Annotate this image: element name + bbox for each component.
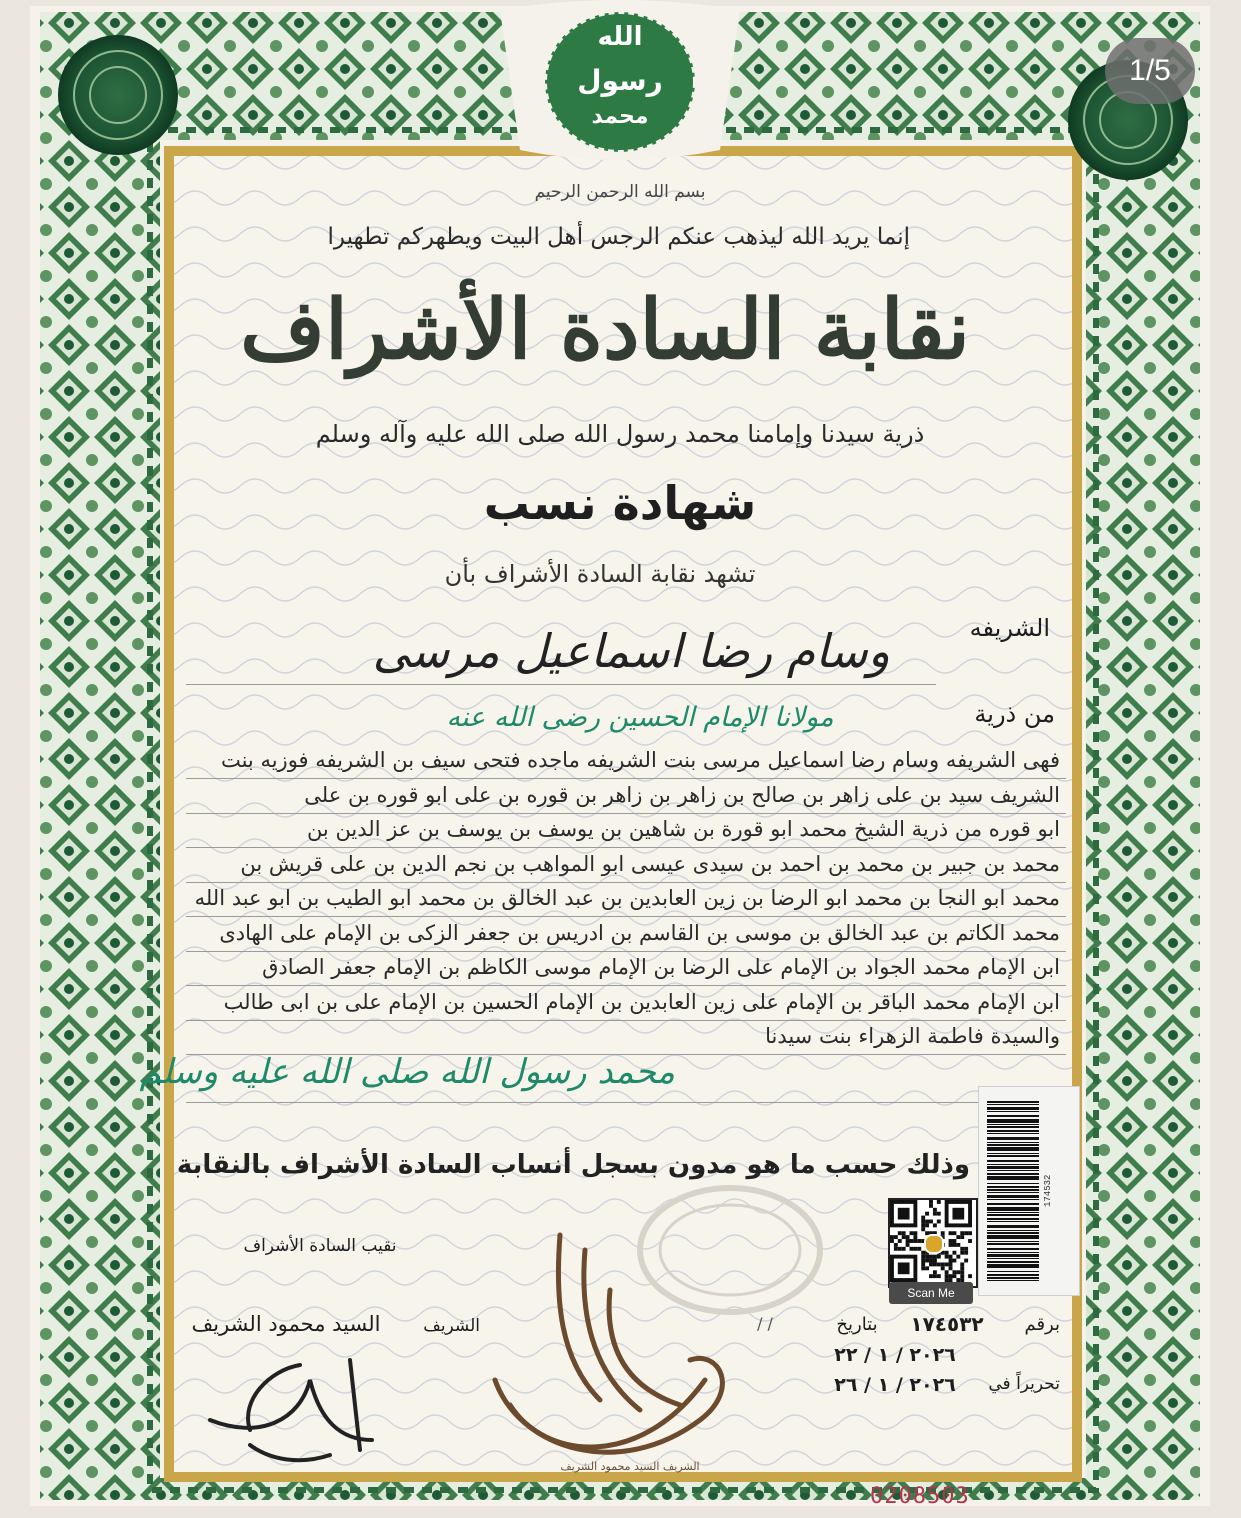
emblem-rasul: رسول (577, 64, 663, 97)
barcode-bar (987, 1155, 1039, 1157)
barcode-bar (987, 1214, 1039, 1216)
qr-code[interactable] (888, 1198, 978, 1288)
ruled-line (186, 882, 1066, 883)
qr-module (902, 1235, 906, 1239)
qr-module (968, 1274, 972, 1278)
qr-module (921, 1255, 925, 1259)
qr-module (949, 1231, 953, 1235)
lineage-line: ابن الإمام محمد الجواد بن الإمام على الرضا بن الإمام موسى الكاظم بن الإمام جعفر الصادق (262, 955, 1060, 979)
registry-note: وذلك حسب ما هو مدون بسجل أنساب السادة الأشراف بالنقابة (176, 1150, 970, 1180)
qr-module (960, 1251, 964, 1255)
qr-module (898, 1231, 902, 1235)
barcode-bar (987, 1144, 1039, 1146)
barcode-bar (987, 1126, 1039, 1128)
written-date: ٢٠٢٦ / ١ / ٢٦ (834, 1374, 956, 1396)
ruled-line (186, 778, 1066, 779)
qr-module (949, 1239, 953, 1243)
image-counter-badge[interactable]: 1/5 (1105, 38, 1195, 104)
barcode-bar (987, 1207, 1039, 1211)
qr-module (917, 1239, 921, 1243)
qr-module (894, 1243, 898, 1247)
barcode-number: 174532 (1043, 1174, 1053, 1207)
organization-title: نقابة السادة الأشراف (240, 282, 970, 378)
descendant-label: من ذرية (974, 700, 1055, 728)
written-label: تحريراً في (988, 1374, 1060, 1394)
qr-module (945, 1262, 949, 1266)
barcode-bar (987, 1221, 1039, 1222)
qr-module (937, 1212, 941, 1216)
qr-module (941, 1262, 945, 1266)
qr-module (937, 1255, 941, 1259)
ruled-line (186, 951, 1066, 952)
qr-module (898, 1247, 902, 1251)
barcode-bar (987, 1277, 1039, 1279)
qr-module (929, 1274, 933, 1278)
qr-module (933, 1212, 937, 1216)
qr-module (921, 1262, 925, 1266)
ruled-line (186, 847, 1066, 848)
barcode-bar (987, 1119, 1039, 1123)
barcode-bar (987, 1271, 1039, 1272)
qr-module (890, 1235, 894, 1239)
reference-date: ٢٠٢٦ / ١ / ٢٢ (834, 1344, 956, 1366)
barcode-bar (987, 1130, 1039, 1132)
barcode-bar (987, 1258, 1039, 1259)
qr-module (890, 1239, 894, 1243)
attestation-line: تشهد نقابة السادة الأشراف بأن (444, 560, 756, 588)
qr-module (937, 1274, 941, 1278)
qr-module (945, 1274, 949, 1278)
emblem-allah: الله (597, 22, 643, 52)
qr-module (949, 1255, 953, 1259)
qr-module (933, 1262, 937, 1266)
barcode-bar (987, 1111, 1039, 1112)
barcode-bar (987, 1252, 1039, 1253)
qr-module (929, 1220, 933, 1224)
qr-module (952, 1239, 956, 1243)
qr-module (921, 1227, 925, 1231)
qr-module (960, 1274, 964, 1278)
barcode-bar (987, 1248, 1039, 1250)
qr-module (960, 1235, 964, 1239)
ruled-line (186, 813, 1066, 814)
qr-module (968, 1239, 972, 1243)
qr-module (964, 1247, 968, 1251)
qr-module (925, 1223, 929, 1227)
qr-module (952, 1208, 964, 1220)
qr-module (952, 1251, 956, 1255)
barcode-bar (987, 1107, 1039, 1110)
qr-module (949, 1262, 953, 1266)
qr-module (929, 1204, 933, 1208)
barcode-bar (987, 1142, 1039, 1143)
qr-module (933, 1255, 937, 1259)
scan-me-label[interactable]: Scan Me (889, 1282, 973, 1304)
qr-module (964, 1231, 968, 1235)
naqib-heading: نقيب السادة الأشراف (243, 1236, 397, 1256)
qr-module (933, 1259, 937, 1263)
qr-module (933, 1223, 937, 1227)
qr-module (937, 1262, 941, 1266)
qr-module (921, 1266, 925, 1270)
qr-module (960, 1270, 964, 1274)
barcode-bar (987, 1212, 1039, 1213)
barcode-bar (987, 1183, 1039, 1184)
qr-module (949, 1266, 953, 1270)
qr-module (956, 1255, 960, 1259)
barcode-bar (987, 1147, 1039, 1151)
barcode-bar (987, 1104, 1039, 1105)
qr-module (964, 1259, 968, 1263)
barcode-bar (987, 1235, 1039, 1239)
barcode-bar (987, 1280, 1039, 1281)
basmala: بسم الله الرحمن الرحيم (534, 182, 706, 202)
qr-module (933, 1274, 937, 1278)
barcode-bar (987, 1261, 1039, 1263)
qr-module (913, 1231, 917, 1235)
qr-module (913, 1247, 917, 1251)
person-name: وسام رضا اسماعيل مرسى (372, 624, 890, 678)
lineage-line: ابن الإمام محمد الباقر بن الإمام على زين العابدين بن الإمام الحسين بن الإمام على بن ابى طالب (223, 989, 1060, 1014)
qr-module (945, 1251, 949, 1255)
qr-module (956, 1243, 960, 1247)
qr-module (956, 1235, 960, 1239)
lineage-subtitle: ذرية سيدنا وإمامنا محمد رسول الله صلى الله عليه وآله وسلم (315, 420, 925, 448)
prophet-line: محمد رسول الله صلى الله عليه وسلم (139, 1052, 675, 1092)
tughra-seal-text: الشريف السيد محمود الشريف (560, 1460, 700, 1473)
barcode-bar (987, 1170, 1039, 1171)
emblem-muhammad: محمد (591, 104, 649, 129)
barcode-bar (987, 1137, 1039, 1140)
qr-module (929, 1259, 933, 1263)
lineage-line: محمد الكاتم بن عبد الخالق بن موسى بن القاسم بن ادريس بن جعفر الزكى بن الإمام على الهادى (219, 920, 1060, 945)
qr-module (960, 1266, 964, 1270)
reference-slashes: / / (757, 1314, 773, 1333)
barcode-bar (987, 1101, 1039, 1103)
qr-module (898, 1262, 910, 1274)
qr-module (917, 1247, 921, 1251)
naqib-sharif-label: الشريف (423, 1316, 480, 1336)
qr-module (952, 1274, 956, 1278)
qr-module (960, 1247, 964, 1251)
qr-module (941, 1231, 945, 1235)
barcode-bar (987, 1133, 1039, 1134)
qr-module (933, 1270, 937, 1274)
qr-module (906, 1239, 910, 1243)
qr-module (894, 1235, 898, 1239)
naqib-name: السيد محمود الشريف (191, 1312, 381, 1336)
qr-module (894, 1247, 898, 1251)
qr-module (945, 1270, 949, 1274)
barcode-bar (987, 1225, 1039, 1228)
qr-module (906, 1243, 910, 1247)
barcode-bar (987, 1243, 1039, 1245)
qr-module (929, 1255, 933, 1259)
qr-module (921, 1259, 925, 1263)
qr-module (898, 1208, 910, 1220)
qr-module (949, 1259, 953, 1263)
ruled-line (186, 985, 1066, 986)
qr-module (910, 1247, 914, 1251)
reference-date-label: بتاريخ (836, 1314, 878, 1335)
barcode-bar (987, 1160, 1039, 1162)
barcode-sticker (978, 1086, 1080, 1296)
qr-module (949, 1243, 953, 1247)
barcode-bars (979, 1087, 1079, 1295)
barcode-bar (987, 1186, 1039, 1188)
barcode-bar (987, 1203, 1039, 1205)
qr-module (929, 1262, 933, 1266)
descendant-of: مولانا الإمام الحسين رضى الله عنه (446, 702, 834, 733)
qr-module (902, 1247, 906, 1251)
lineage-line: محمد ابو النجا بن محمد ابو الرضا بن زين العابدين بن عبد الخالق بن محمد ابو الطيب بن ابو عبد الله (194, 886, 1060, 910)
barcode-bar (987, 1254, 1039, 1257)
barcode-bar (987, 1274, 1039, 1276)
ruled-line (186, 1020, 1066, 1021)
barcode-bar (987, 1241, 1039, 1242)
lineage-line: والسيدة فاطمة الزهراء بنت سيدنا (765, 1024, 1060, 1048)
qr-module (921, 1216, 925, 1220)
qr-module (952, 1270, 956, 1274)
qr-module (960, 1231, 964, 1235)
barcode-bar (987, 1264, 1039, 1268)
barcode-bar (987, 1199, 1039, 1200)
qr-module (921, 1251, 925, 1255)
barcode-bar (987, 1124, 1039, 1125)
qr-module (937, 1200, 941, 1204)
barcode-bar (987, 1166, 1039, 1169)
barcode-bar (987, 1192, 1039, 1193)
prophet-underline (186, 1102, 1046, 1103)
qr-module (910, 1231, 914, 1235)
qr-module (898, 1239, 902, 1243)
qr-module (952, 1243, 956, 1247)
barcode-bar (987, 1176, 1039, 1180)
reference-number-label: برقم (1024, 1314, 1060, 1335)
barcode-bar (987, 1164, 1039, 1165)
sharif-label: الشريفه (969, 614, 1050, 642)
name-underline (186, 684, 936, 685)
qr-centre-logo (924, 1234, 944, 1254)
barcode-bar (987, 1189, 1039, 1191)
ruled-line (186, 916, 1066, 917)
qr-module (952, 1231, 956, 1235)
qr-module (933, 1208, 937, 1212)
serial-number: 0208503 (870, 1484, 970, 1509)
qr-module (910, 1239, 914, 1243)
qr-module (929, 1200, 933, 1204)
certificate-title: شهادة نسب (483, 476, 757, 530)
qr-module (968, 1231, 972, 1235)
qr-module (925, 1259, 929, 1263)
barcode-bar (987, 1115, 1039, 1117)
qr-module (925, 1255, 929, 1259)
qr-module (964, 1251, 968, 1255)
lineage-line: فهى الشريفه وسام رضا اسماعيل مرسى بنت الشريفه ماجده فتحى سيف بن الشريفه فوزيه بنت (220, 748, 1060, 772)
qr-module (921, 1220, 925, 1224)
lineage-line: محمد بن جبير بن محمد بن احمد بن سيدى عيسى ابو المواهب بن نجم الدين بن على قريش بن (240, 851, 1060, 876)
qr-module (913, 1235, 917, 1239)
qr-module (960, 1262, 964, 1266)
qr-module (937, 1220, 941, 1224)
qr-module (921, 1223, 925, 1227)
qr-module (913, 1239, 917, 1243)
lineage-line: ابو قوره من ذرية الشيخ محمد ابو قورة بن شاهين بن يوسف بن يوسف بن عز الدين بن (306, 817, 1060, 841)
qr-module (925, 1220, 929, 1224)
barcode-bar (987, 1232, 1039, 1234)
qr-module (941, 1266, 945, 1270)
qr-module (952, 1259, 956, 1263)
barcode-bar (987, 1230, 1039, 1231)
barcode-bar (987, 1173, 1039, 1175)
quran-verse: إنما يريد الله ليذهب عنكم الرجس أهل البيت ويطهركم تطهيرا (327, 224, 910, 250)
qr-module (925, 1266, 929, 1270)
lineage-line: الشريف سيد بن على زاهر بن صالح بن زاهر بن زاهر بن قوره بن على ابو قوره بن على (304, 782, 1060, 807)
qr-module (949, 1274, 953, 1278)
barcode-bar (987, 1218, 1039, 1220)
qr-module (925, 1212, 929, 1216)
qr-module (906, 1235, 910, 1239)
qr-module (945, 1255, 949, 1259)
qr-module (956, 1270, 960, 1274)
qr-module (902, 1231, 906, 1235)
reference-number: ١٧٤٥٣٢ (910, 1312, 984, 1336)
barcode-bar (987, 1195, 1039, 1198)
barcode-bar (987, 1153, 1039, 1154)
